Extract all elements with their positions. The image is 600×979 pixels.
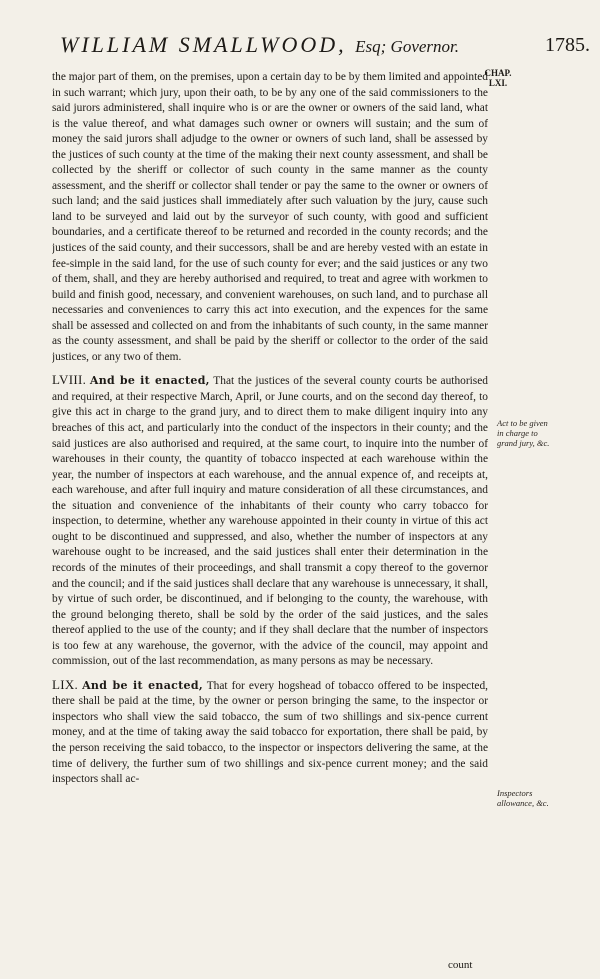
section-lix [52, 677, 488, 788]
section-number: LIX. [52, 676, 79, 692]
running-header [50, 18, 590, 58]
section-text: That the justices of the several county courts be authorised and required, at their respective March, April, or June courts, and on the second day thereof, to give this act in charge to the grand jury, and to direct them to make diligent inquiry into any breaches of this act, and particularly into the conduct of the inspectors in their county; and the said justices are also authorised and required, at the same court, to inquire into the number of warehouses in their county, the quantity of tobacco inspected at each warehouse within the year, the number of inspectors at each warehouse, and the annual expence of, and receipts at, each warehouse, and after full inquiry and mature consideration of all these circumstances, and the situation and convenience of the inhabitants of their county who carry tobacco for inspection, to determine, whether any warehouse appointed in their county in virtue of this act ought to be discontinued and suppressed, and also, whether the number of inspectors at any warehouse ought to be increased, and the said justices shall enter their determination in the records of the minutes of their proceedings, and shall transmit a copy thereof to the governor and the council; and if the said justices shall declare that any warehouse is unnecessary, it shall, by virtue of such order, be discontinued, and if belonging to the county, the warehouse, with the ground belonging thereto, shall be sold by the order of the said justices, and the sales thereof applied to the use of the county; and if they shall declare that the number of inspectors is too few at any warehouse, the governor, with the advice of the council, may appoint and commission, out of the last recommendation, as many persons as may be necessary. [52, 375, 488, 668]
header-title-rest: Esq; Governor. [355, 37, 460, 56]
catchword: count [448, 959, 473, 971]
header-title-main: WILLIAM SMALLWOOD, [60, 32, 347, 57]
margin-note-grand-jury: Act to be given in charge to grand jury, &c. [497, 418, 550, 448]
section-text: That for every hogshead of tobacco offered to be inspected, there shall be paid at the time, by the owner or person bringing the same, to the inspector or inspectors who shall view the said tobacco, the sum of two shillings and six-pence current money, and at the time of taking away the said tobacco for exportation, there shall be paid, by the person receiving the said tobacco, to the inspector or inspectors delivering the same, at the time of delivery, the further sum of two shillings and six-pence current money; and the said inspectors shall ac- [52, 679, 488, 786]
enacting-clause: And be it enacted, [89, 374, 210, 388]
header-title [60, 32, 459, 58]
body-text [52, 70, 488, 970]
enacting-clause: And be it enacted, [82, 678, 203, 692]
margin-note-inspectors-allowance: Inspectors allowance, &c. [497, 788, 549, 808]
section-lviii [52, 372, 488, 669]
header-year: 1785. [545, 34, 590, 56]
paragraph-continuation: the major part of them, on the premises, upon a certain day to be by them limited and appointed in such warrant; which jury, upon their oath, to be by any one of the said commissioners to the said jurors administered, shall inquire who is or are the owner or owners of the said land, what is the value thereof, and what damages such owner or owners will sustain; and the sum of money the said jurors shall adjudge to the owner or owners of such land, shall be assessed by the justices of such county at the time of the making their next county assessment, and shall be collected by the sheriff or collector of such county in the same manner as the county assessment, and the sheriff or collector shall tender or pay the same to the owner or owners of such land; and the said justices shall immediately after such valuation by the jury, cause such land to be surveyed and laid out by the surveyor of such county, with good and sufficient boundaries, and a certificate thereof to be returned and recorded in the county records; and the justices of the said county, and their successors, shall be and are hereby vested with an estate in fee-simple in the said land, for the use of such county for ever; and the said justices or any two of them, shall, and they are hereby authorised and required, to treat and agree with workmen to build and finish good, necessary, and convenient warehouses, on such land, and to purchase all necessaries and conveniences to carry this act into execution, and the expences for the same shall be assessed and collected on and from the inhabitants of such county, in the same manner as the county assessment, and shall be paid by the sheriff or collector to the order of the said justices, or any two of them. [52, 71, 488, 363]
section-number: LVIII. [52, 372, 87, 388]
chapter-note: CHAP. LXI. [484, 68, 512, 88]
